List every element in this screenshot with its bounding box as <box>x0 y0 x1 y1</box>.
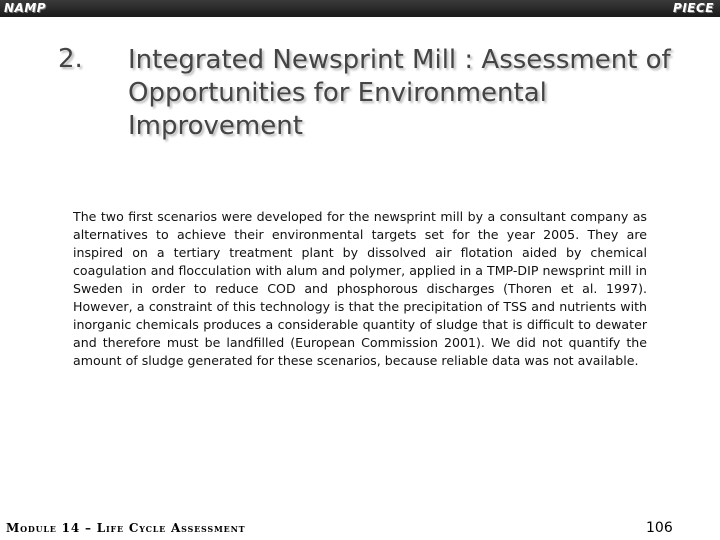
page-number: 106 <box>646 520 673 536</box>
slide-section-number: 2. <box>58 44 83 74</box>
body-paragraph: The two first scenarios were developed for the newsprint mill by a consultant company as alternatives to achieve their environmental targets set for the year 2005. They are inspired on a tertiary treatment plant by dissolved air flotation aided by chemical coagulation and flocculation with alum and polymer, applied in a TMP-DIP newsprint mill in Sweden in order to reduce COD and phosphorous discharges (Thoren et al. 1997). However, a constraint of this technology is that the precipitation of TSS and nutrients with inorganic chemicals produces a considerable quantity of sludge that is difficult to dewater and therefore must be landfilled (European Commission 2001). We did not quantify the amount of sludge generated for these scenarios, because reliable data was not available. <box>73 209 647 368</box>
footer-module-label: Module 14 – Life Cycle Assessment <box>6 521 246 535</box>
header-bar <box>0 0 720 17</box>
header-right-label: PIECE <box>673 1 714 15</box>
header-left-label: NAMP <box>4 1 47 15</box>
slide-title: Integrated Newsprint Mill : Assessment of Opportunities for Environmental Improvement <box>128 45 671 141</box>
